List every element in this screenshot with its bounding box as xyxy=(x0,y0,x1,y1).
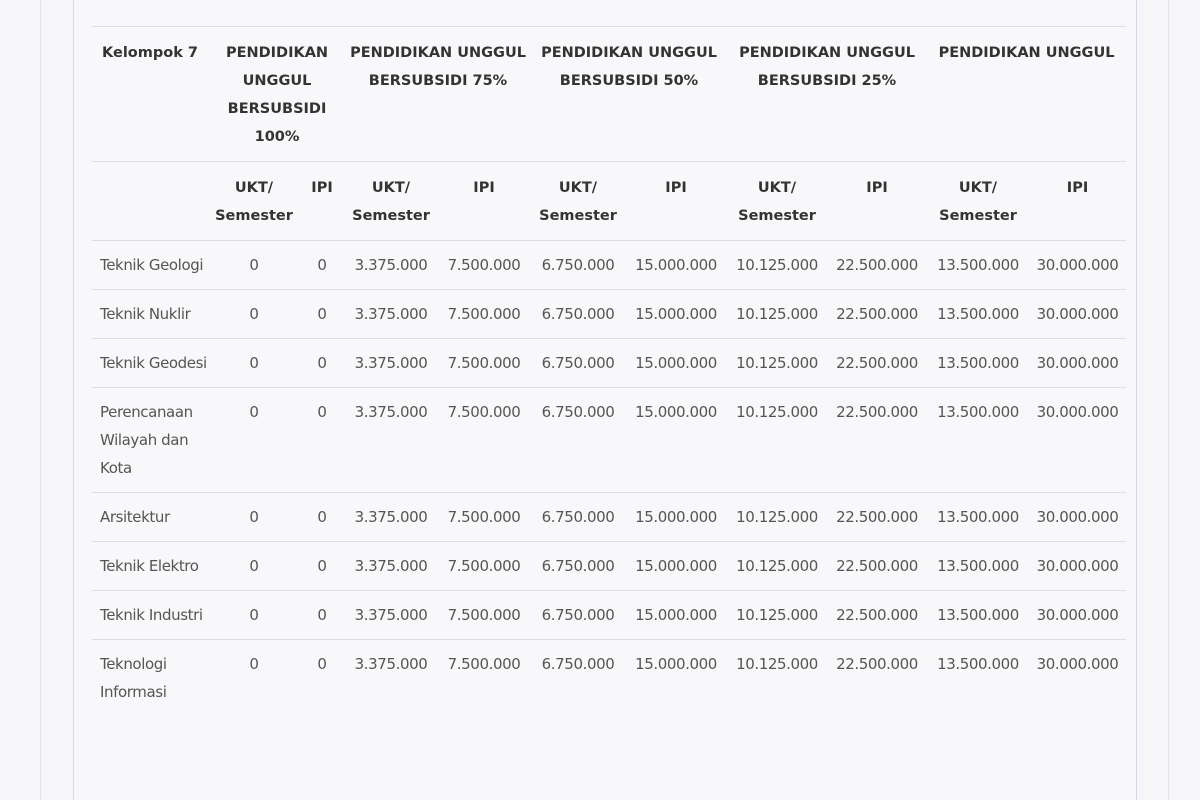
ipi-value-cell: 15.000.000 xyxy=(635,256,717,274)
ukt-value-cell: 0 xyxy=(249,354,259,372)
ukt-value-cell: 10.125.000 xyxy=(736,403,818,421)
ukt-value-cell: 0 xyxy=(249,256,259,274)
group-header-subsidi-75: PENDIDIKAN UNGGUL BERSUBSIDI 75% xyxy=(350,45,526,89)
ukt-value-cell: 13.500.000 xyxy=(937,256,1019,274)
ukt-value-cell: 3.375.000 xyxy=(354,655,428,673)
ukt-value-cell: 6.750.000 xyxy=(541,606,615,624)
table-row xyxy=(92,591,1126,640)
ipi-value-cell: 7.500.000 xyxy=(447,256,521,274)
ipi-value-cell: 7.500.000 xyxy=(447,655,521,673)
ipi-value-cell: 30.000.000 xyxy=(1036,508,1119,526)
ipi-value-cell: 7.500.000 xyxy=(447,305,521,323)
ukt-value-cell: 0 xyxy=(249,557,259,575)
sub-header-ukt: UKT/ Semester xyxy=(939,180,1017,224)
ipi-value-cell: 0 xyxy=(317,403,327,421)
ukt-value-cell: 3.375.000 xyxy=(354,305,428,323)
group-header-subsidi-100: PENDIDIKAN UNGGUL BERSUBSIDI 100% xyxy=(225,45,329,145)
ukt-value-cell: 3.375.000 xyxy=(354,256,428,274)
ukt-value-cell: 0 xyxy=(249,403,259,421)
ukt-value-cell: 6.750.000 xyxy=(541,655,615,673)
ipi-value-cell: 15.000.000 xyxy=(635,354,717,372)
table-row xyxy=(92,388,1126,493)
sub-header-empty xyxy=(92,162,209,241)
table-row xyxy=(92,640,1126,717)
ipi-value-cell: 30.000.000 xyxy=(1036,655,1119,673)
table-row xyxy=(92,339,1126,388)
program-name-cell: Teknik Nuklir xyxy=(100,305,191,323)
ukt-value-cell: 13.500.000 xyxy=(937,354,1019,372)
ipi-value-cell: 15.000.000 xyxy=(635,508,717,526)
ipi-value-cell: 7.500.000 xyxy=(447,606,521,624)
ukt-value-cell: 10.125.000 xyxy=(736,606,818,624)
program-name-cell: Teknik Elektro xyxy=(100,557,199,575)
table-row xyxy=(92,290,1126,339)
group-header-unggul: PENDIDIKAN UNGGUL xyxy=(938,45,1115,61)
ukt-value-cell: 6.750.000 xyxy=(541,256,615,274)
ukt-value-cell: 10.125.000 xyxy=(736,256,818,274)
ipi-value-cell: 22.500.000 xyxy=(836,606,918,624)
ipi-value-cell: 0 xyxy=(317,256,327,274)
ipi-value-cell: 0 xyxy=(317,354,327,372)
ipi-value-cell: 0 xyxy=(317,305,327,323)
ukt-value-cell: 13.500.000 xyxy=(937,403,1019,421)
ipi-value-cell: 30.000.000 xyxy=(1036,354,1119,372)
ipi-value-cell: 22.500.000 xyxy=(836,354,918,372)
program-name-cell: Teknik Geodesi xyxy=(100,354,207,372)
table-row xyxy=(92,241,1126,290)
page-border-left xyxy=(40,0,41,800)
ukt-value-cell: 0 xyxy=(249,305,259,323)
ukt-value-cell: 0 xyxy=(249,508,259,526)
ipi-value-cell: 30.000.000 xyxy=(1036,557,1119,575)
table-body xyxy=(92,241,1126,717)
group-header-subsidi-50: PENDIDIKAN UNGGUL BERSUBSIDI 50% xyxy=(541,45,717,89)
ipi-value-cell: 0 xyxy=(317,557,327,575)
ipi-value-cell: 7.500.000 xyxy=(447,354,521,372)
ukt-value-cell: 10.125.000 xyxy=(736,305,818,323)
sub-header-ukt: UKT/ Semester xyxy=(352,180,430,224)
ipi-value-cell: 30.000.000 xyxy=(1036,606,1119,624)
table-row xyxy=(92,542,1126,591)
ukt-value-cell: 13.500.000 xyxy=(937,508,1019,526)
corner-header: Kelompok 7 xyxy=(102,45,198,61)
tuition-fee-table xyxy=(92,26,1126,716)
ipi-value-cell: 7.500.000 xyxy=(447,403,521,421)
ukt-value-cell: 6.750.000 xyxy=(541,354,615,372)
ukt-value-cell: 3.375.000 xyxy=(354,557,428,575)
ukt-value-cell: 6.750.000 xyxy=(541,557,615,575)
sub-header-ipi: IPI xyxy=(665,180,687,196)
sub-header-ipi: IPI xyxy=(866,180,888,196)
ipi-value-cell: 0 xyxy=(317,655,327,673)
ipi-value-cell: 0 xyxy=(317,606,327,624)
ipi-value-cell: 15.000.000 xyxy=(635,557,717,575)
program-name-cell: Perencanaan Wilayah dan Kota xyxy=(100,403,193,477)
ukt-value-cell: 10.125.000 xyxy=(736,508,818,526)
ipi-value-cell: 22.500.000 xyxy=(836,305,918,323)
ipi-value-cell: 22.500.000 xyxy=(836,256,918,274)
sub-header-ipi: IPI xyxy=(1066,180,1089,196)
program-name-cell: Teknik Industri xyxy=(100,606,203,624)
sub-header-row xyxy=(92,162,1126,241)
ipi-value-cell: 22.500.000 xyxy=(836,655,918,673)
ukt-value-cell: 13.500.000 xyxy=(937,305,1019,323)
ukt-value-cell: 0 xyxy=(249,606,259,624)
ukt-value-cell: 13.500.000 xyxy=(937,655,1019,673)
ukt-value-cell: 10.125.000 xyxy=(736,354,818,372)
ukt-value-cell: 3.375.000 xyxy=(354,403,428,421)
ukt-value-cell: 13.500.000 xyxy=(937,606,1019,624)
ipi-value-cell: 0 xyxy=(317,508,327,526)
sub-header-ipi: IPI xyxy=(311,180,333,196)
ukt-value-cell: 6.750.000 xyxy=(541,403,615,421)
ipi-value-cell: 15.000.000 xyxy=(635,305,717,323)
ipi-value-cell: 22.500.000 xyxy=(836,403,918,421)
table-row xyxy=(92,493,1126,542)
ukt-value-cell: 6.750.000 xyxy=(541,305,615,323)
ipi-value-cell: 30.000.000 xyxy=(1036,256,1119,274)
ukt-value-cell: 13.500.000 xyxy=(937,557,1019,575)
program-name-cell: Teknik Geologi xyxy=(100,256,204,274)
sub-header-ukt: UKT/ Semester xyxy=(539,180,617,224)
ipi-value-cell: 7.500.000 xyxy=(447,508,521,526)
group-header-row xyxy=(92,27,1126,162)
ipi-value-cell: 30.000.000 xyxy=(1036,403,1119,421)
ipi-value-cell: 15.000.000 xyxy=(635,403,717,421)
sub-header-ipi: IPI xyxy=(473,180,495,196)
ipi-value-cell: 15.000.000 xyxy=(635,606,717,624)
ukt-value-cell: 3.375.000 xyxy=(354,606,428,624)
sub-header-ukt: UKT/ Semester xyxy=(215,180,293,224)
ipi-value-cell: 22.500.000 xyxy=(836,557,918,575)
program-name-cell: Arsitektur xyxy=(100,508,170,526)
page-border-right xyxy=(1168,0,1169,800)
table-card xyxy=(73,0,1137,800)
ipi-value-cell: 22.500.000 xyxy=(836,508,918,526)
ipi-value-cell: 30.000.000 xyxy=(1036,305,1119,323)
ukt-value-cell: 3.375.000 xyxy=(354,354,428,372)
ipi-value-cell: 15.000.000 xyxy=(635,655,717,673)
ukt-value-cell: 0 xyxy=(249,655,259,673)
sub-header-ukt: UKT/ Semester xyxy=(738,180,816,224)
ukt-value-cell: 10.125.000 xyxy=(736,655,818,673)
ipi-value-cell: 7.500.000 xyxy=(447,557,521,575)
ukt-value-cell: 10.125.000 xyxy=(736,557,818,575)
ukt-value-cell: 3.375.000 xyxy=(354,508,428,526)
program-name-cell: Teknologi Informasi xyxy=(100,655,167,701)
group-header-subsidi-25: PENDIDIKAN UNGGUL BERSUBSIDI 25% xyxy=(739,45,915,89)
ukt-value-cell: 6.750.000 xyxy=(541,508,615,526)
